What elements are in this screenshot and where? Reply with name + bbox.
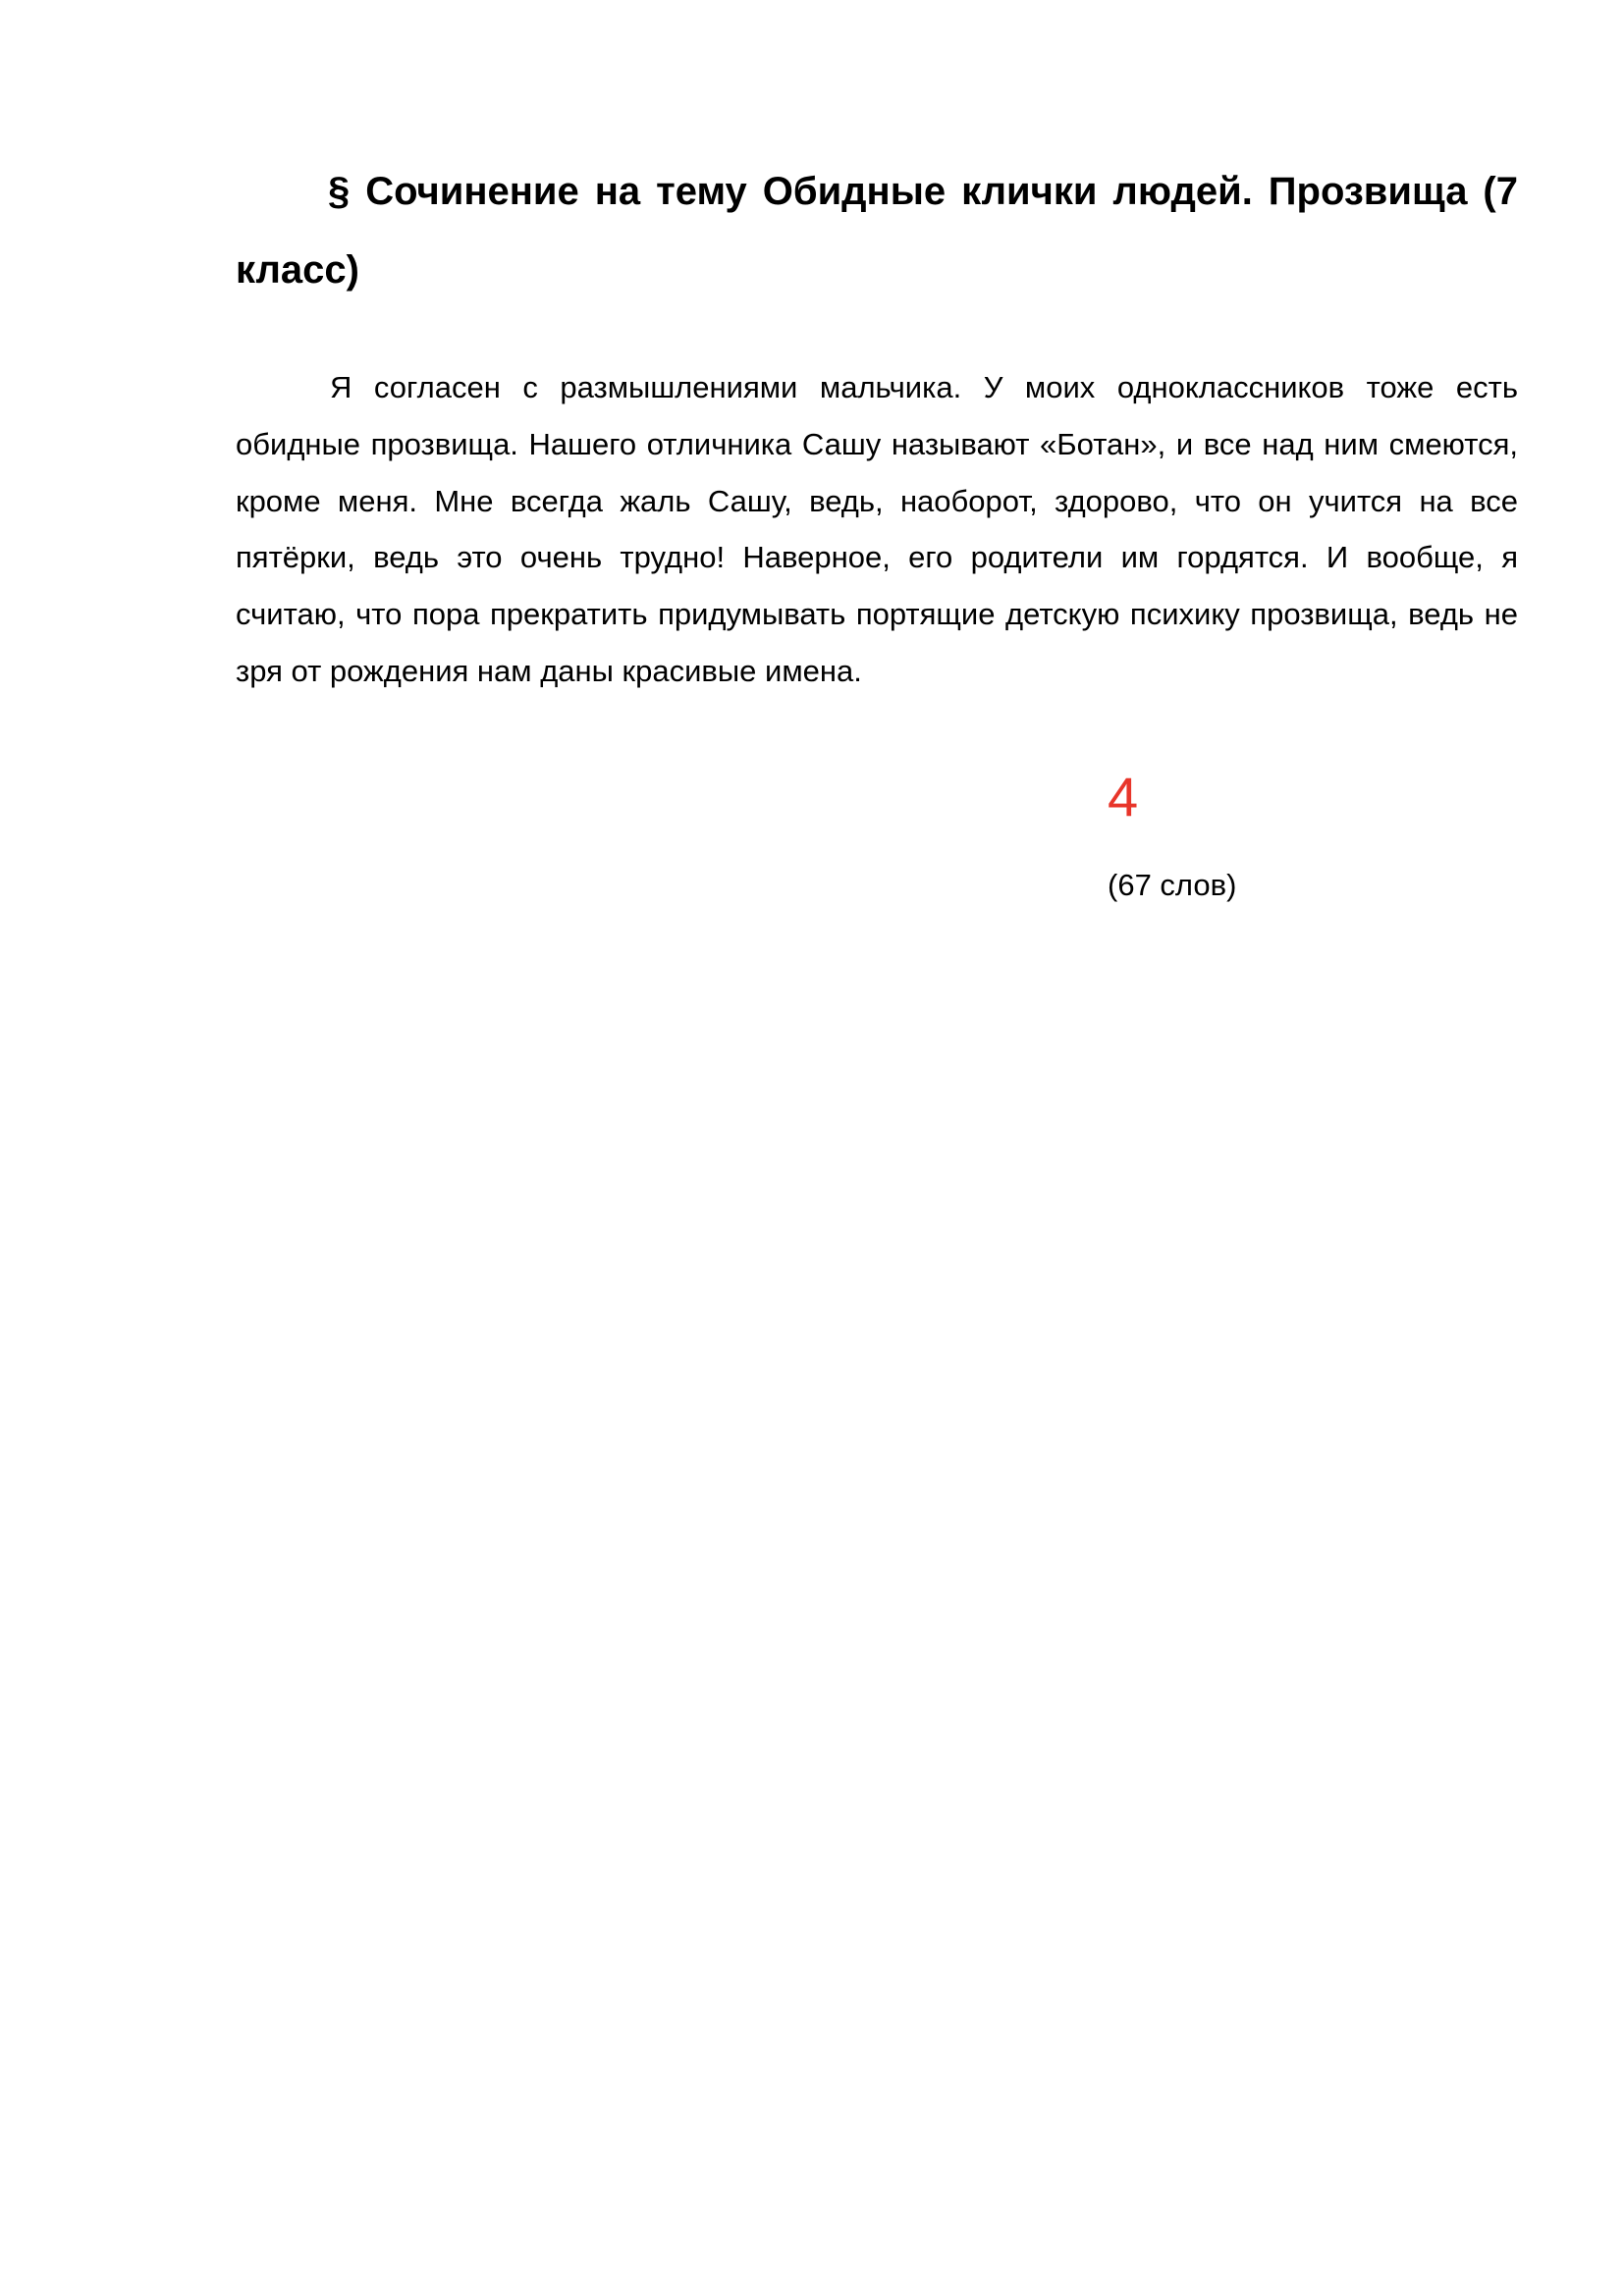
essay-title: § Сочинение на тему Обидные клички людей. Прозвища (7 класс) <box>236 170 1518 292</box>
essay-body: Я согласен с размышлениями мальчика. У моих одноклассников тоже есть обидные прозвища. Нашего отличника Сашу называют «Ботан», и все над ним смеются, кроме меня. Мне всегда жаль Сашу, ведь, наоборот, здорово, что он учится на все пятёрки, ведь это очень трудно! Наверное, его родители им гордятся. И вообще, я считаю, что пора прекратить придумывать портящие детскую психику прозвища, ведь не зря от рождения нам даны красивые имена. <box>236 370 1518 688</box>
word-count: (67 слов) <box>1108 868 1237 902</box>
grade-mark: 4 <box>1108 766 1139 828</box>
